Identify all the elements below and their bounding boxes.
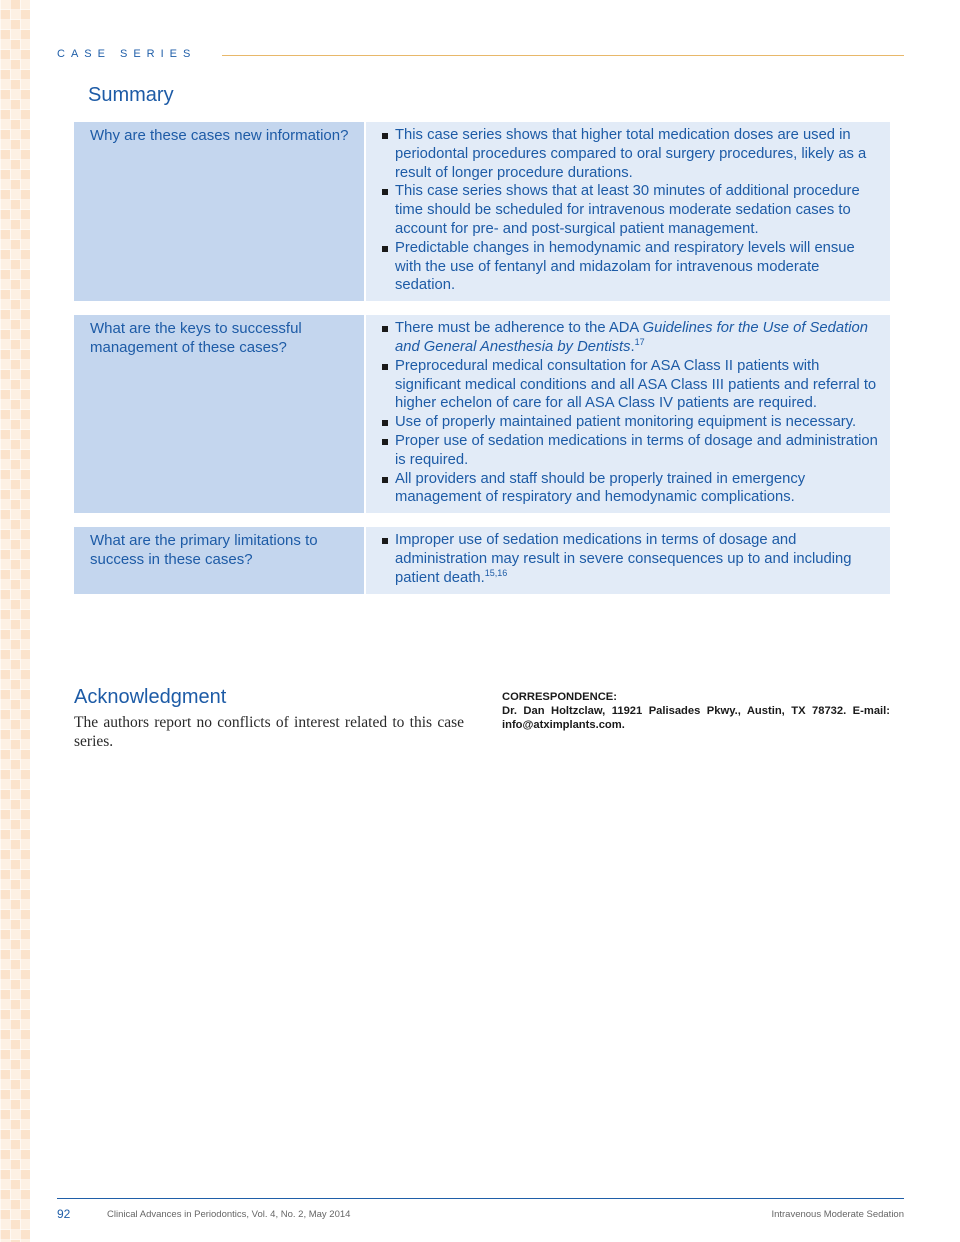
running-title: Intravenous Moderate Sedation bbox=[771, 1209, 904, 1220]
summary-answer-item: Proper use of sedation medications in terms of dosage and administration is required. bbox=[382, 432, 878, 470]
square-bullet-icon bbox=[382, 538, 388, 544]
summary-answer-item: Improper use of sedation medications in terms of dosage and administration may result in severe consequences up to and including patient death.$^{15,16}$ bbox=[382, 531, 878, 587]
decorative-side-strip bbox=[0, 0, 30, 1242]
summary-row bbox=[74, 527, 890, 593]
page-number: 92 bbox=[57, 1207, 71, 1221]
square-bullet-icon bbox=[382, 246, 388, 252]
acknowledgment-text: The authors report no conflicts of interest related to this case series. bbox=[74, 714, 464, 750]
citation: 17 bbox=[634, 337, 645, 348]
square-bullet-icon bbox=[382, 477, 388, 483]
summary-answer-item: There must be adherence to the ADA Guidelines for the Use of Sedation and General Anesthesia by Dentists.$^{17}$ bbox=[382, 319, 878, 357]
summary-row bbox=[74, 122, 890, 301]
footer-rule bbox=[57, 1198, 904, 1199]
summary-table bbox=[74, 122, 890, 608]
guideline-title: Guidelines for the Use of Sedation and General Anesthesia by Dentists bbox=[395, 320, 868, 355]
section-rule bbox=[222, 55, 904, 56]
correspondence-label: CORRESPONDENCE: bbox=[502, 691, 617, 703]
summary-answer-item: This case series shows that at least 30 minutes of additional procedure time should be scheduled for intravenous moderate sedation cases to account for pre- and post-surgical patient management. bbox=[382, 182, 878, 238]
citation: 15,16 bbox=[484, 567, 508, 578]
summary-answer bbox=[366, 315, 890, 513]
summary-answer-item: Use of properly maintained patient monitoring equipment is necessary. bbox=[382, 413, 878, 432]
summary-answer bbox=[366, 122, 890, 301]
summary-answer-list bbox=[382, 126, 878, 295]
square-bullet-icon bbox=[382, 326, 388, 332]
square-bullet-icon bbox=[382, 420, 388, 426]
summary-answer-item: Predictable changes in hemodynamic and respiratory levels will ensue with the use of fentanyl and midazolam for intravenous moderate sedation. bbox=[382, 239, 878, 295]
correspondence-text: Dr. Dan Holtzclaw, 11921 Palisades Pkwy., Austin, TX 78732. E-mail: info@atximplants.com. bbox=[502, 705, 890, 731]
summary-answer-list bbox=[382, 531, 878, 587]
square-bullet-icon bbox=[382, 189, 388, 195]
summary-question: What are the primary limitations to success in these cases? bbox=[74, 527, 364, 593]
acknowledgment-title: Acknowledgment bbox=[74, 686, 227, 708]
square-bullet-icon bbox=[382, 439, 388, 445]
correspondence-block bbox=[502, 690, 890, 732]
summary-answer bbox=[366, 527, 890, 593]
summary-answer-item: All providers and staff should be properly trained in emergency management of respiratory and hemodynamic complications. bbox=[382, 470, 878, 508]
summary-answer-item: Preprocedural medical consultation for ASA Class II patients with significant medical conditions and all ASA Class III patients and referral to higher echelon of care for all ASA Class IV patients are required. bbox=[382, 357, 878, 413]
summary-answer-item: This case series shows that higher total medication doses are used in periodontal procedures compared to oral surgery procedures, likely as a result of longer procedure durations. bbox=[382, 126, 878, 182]
summary-title: Summary bbox=[88, 84, 174, 106]
square-bullet-icon bbox=[382, 133, 388, 139]
summary-question: Why are these cases new information? bbox=[74, 122, 364, 301]
journal-citation: Clinical Advances in Periodontics, Vol. 4, No. 2, May 2014 bbox=[107, 1209, 351, 1220]
summary-row bbox=[74, 315, 890, 513]
section-label: CASE SERIES bbox=[57, 48, 197, 60]
square-bullet-icon bbox=[382, 364, 388, 370]
summary-question: What are the keys to successful management of these cases? bbox=[74, 315, 364, 513]
summary-answer-list bbox=[382, 319, 878, 507]
